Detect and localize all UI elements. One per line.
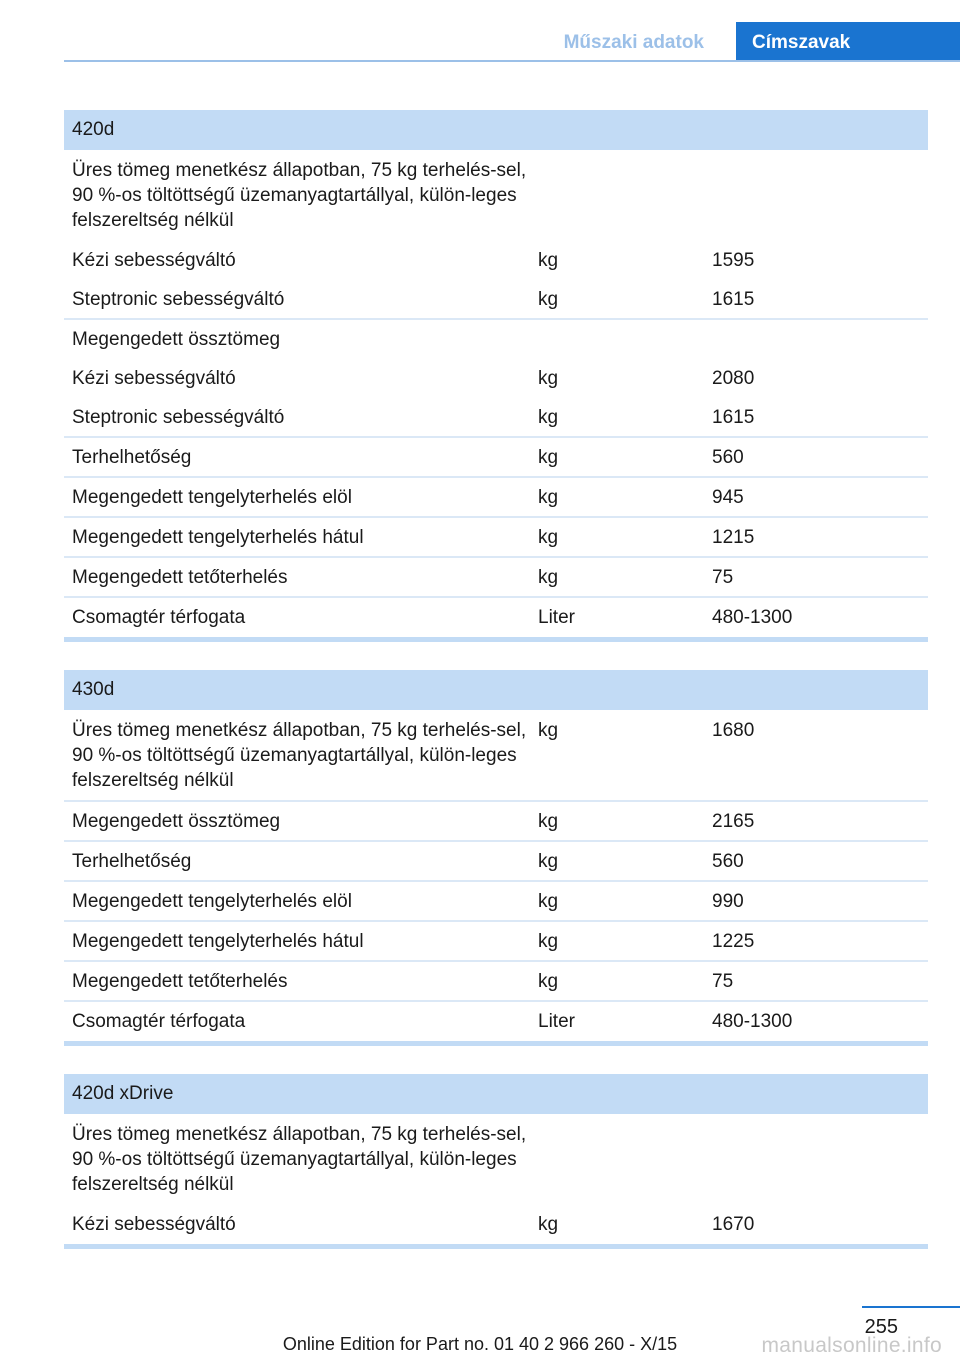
- row-value: 75: [712, 567, 734, 588]
- row-label: Üres tömeg menetkész állapotban, 75 kg terhelés-sel, 90 %-os töltöttségű üzemanyagtartállyal, külön-leges felszereltség nélkül: [72, 160, 527, 231]
- table-row: [64, 518, 928, 558]
- row-value: 2165: [712, 811, 755, 832]
- row-unit: Liter: [538, 1011, 575, 1032]
- row-label: Megengedett tengelyterhelés elöl: [72, 487, 352, 508]
- table-row: [64, 598, 928, 637]
- row-label: Csomagtér térfogata: [72, 1011, 246, 1032]
- row-unit: kg: [538, 720, 559, 741]
- row-value: 945: [712, 487, 744, 508]
- table-row: [64, 478, 928, 518]
- table-end-rule: [64, 1244, 928, 1249]
- row-value: [712, 1122, 928, 1197]
- table-title: 430d: [64, 670, 928, 710]
- table-row: [64, 241, 928, 280]
- row-unit: kg: [538, 289, 559, 310]
- table-row: [64, 558, 928, 598]
- row-unit: kg: [538, 851, 559, 872]
- row-label: Terhelhetőség: [72, 447, 192, 468]
- table-end-rule: [64, 1041, 928, 1046]
- row-value: 480-1300: [712, 607, 793, 628]
- row-label: Steptronic sebességváltó: [72, 289, 285, 310]
- row-value: 1615: [712, 407, 755, 428]
- row-label: Megengedett tengelyterhelés hátul: [72, 527, 364, 548]
- row-label: Kézi sebességváltó: [72, 250, 236, 271]
- row-value: 560: [712, 447, 744, 468]
- table-row: [64, 1114, 928, 1205]
- row-value: 560: [712, 851, 744, 872]
- row-unit: kg: [538, 811, 559, 832]
- page-header: [64, 22, 960, 62]
- table-row: [64, 1002, 928, 1041]
- row-value: 1680: [712, 720, 755, 741]
- row-label: Megengedett össztömeg: [72, 329, 281, 350]
- row-value: 1595: [712, 250, 755, 271]
- table-row: [64, 1205, 928, 1244]
- table-row: [64, 882, 928, 922]
- table-row: [64, 280, 928, 320]
- spec-table-420d-xdrive: [64, 1074, 928, 1249]
- row-unit: kg: [538, 407, 559, 428]
- row-unit: kg: [538, 487, 559, 508]
- row-label: Megengedett tetőterhelés: [72, 567, 288, 588]
- row-value: [712, 327, 928, 352]
- spec-table-420d: [64, 110, 928, 642]
- row-value: [712, 158, 928, 233]
- row-label: Megengedett tengelyterhelés elöl: [72, 891, 352, 912]
- page-number: 255: [864, 1316, 898, 1338]
- row-unit: kg: [538, 447, 559, 468]
- table-row: [64, 842, 928, 882]
- row-label: Terhelhetőség: [72, 851, 192, 872]
- row-unit: kg: [538, 1214, 559, 1235]
- footer-rule: [862, 1306, 960, 1308]
- row-label: Megengedett tengelyterhelés hátul: [72, 931, 364, 952]
- table-title: 420d xDrive: [64, 1074, 928, 1114]
- spec-table-430d: [64, 670, 928, 1046]
- table-row: [64, 398, 928, 438]
- edition-line: Online Edition for Part no. 01 40 2 966 260 - X/15: [282, 1334, 678, 1354]
- row-value: 1670: [712, 1214, 755, 1235]
- row-label: Üres tömeg menetkész állapotban, 75 kg terhelés-sel, 90 %-os töltöttségű üzemanyagtartállyal, külön-leges felszereltség nélkül: [72, 1124, 527, 1195]
- row-unit: kg: [538, 931, 559, 952]
- row-label: Steptronic sebességváltó: [72, 407, 285, 428]
- table-end-rule: [64, 637, 928, 642]
- row-value: 1615: [712, 289, 755, 310]
- table-row: [64, 922, 928, 962]
- table-row: [64, 962, 928, 1002]
- row-label: Megengedett tetőterhelés: [72, 971, 288, 992]
- row-label: Kézi sebességváltó: [72, 1214, 236, 1235]
- row-unit: kg: [538, 971, 559, 992]
- row-value: 75: [712, 971, 734, 992]
- chapter-tab[interactable]: Címszavak: [736, 22, 960, 62]
- table-row: [64, 710, 928, 802]
- table-row: [64, 802, 928, 842]
- row-value: 990: [712, 891, 744, 912]
- row-unit: kg: [538, 891, 559, 912]
- row-value: 2080: [712, 368, 755, 389]
- row-label: Megengedett össztömeg: [72, 811, 281, 832]
- table-row: [64, 150, 928, 241]
- table-title: 420d: [64, 110, 928, 150]
- row-label: Csomagtér térfogata: [72, 607, 246, 628]
- row-unit: [538, 1122, 712, 1197]
- row-unit: kg: [538, 250, 559, 271]
- row-label: Kézi sebességváltó: [72, 368, 236, 389]
- section-tab[interactable]: Műszaki adatok: [563, 32, 704, 53]
- row-label: Üres tömeg menetkész állapotban, 75 kg terhelés-sel, 90 %-os töltöttségű üzemanyagtartállyal, külön-leges felszereltség nélkül: [72, 720, 527, 791]
- row-value: 1225: [712, 931, 755, 952]
- header-rule: [64, 60, 960, 62]
- watermark: manualsonline.info: [761, 1334, 942, 1357]
- row-value: 1215: [712, 527, 755, 548]
- row-unit: kg: [538, 368, 559, 389]
- row-unit: kg: [538, 567, 559, 588]
- row-unit: Liter: [538, 607, 575, 628]
- table-row: [64, 359, 928, 398]
- table-row: [64, 438, 928, 478]
- row-unit: [538, 158, 712, 233]
- row-unit: kg: [538, 527, 559, 548]
- table-row: [64, 320, 928, 359]
- row-value: 480-1300: [712, 1011, 793, 1032]
- row-unit: [538, 327, 712, 352]
